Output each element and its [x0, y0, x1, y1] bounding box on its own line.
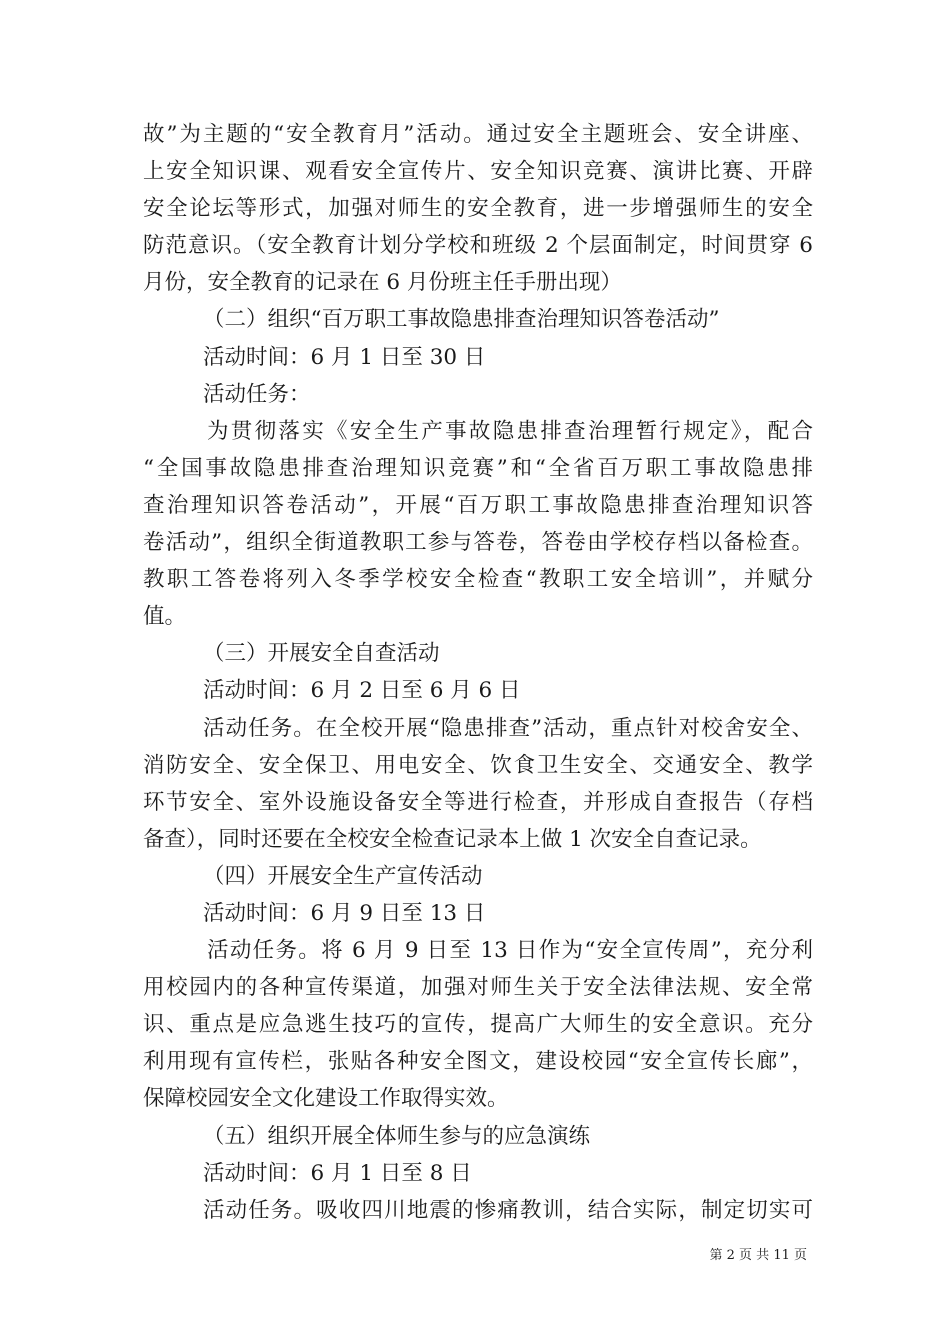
- text-line: 消防安全、安全保卫、用电安全、饮食卫生安全、交通安全、教学: [143, 752, 813, 778]
- text-line: 用校园内的各种宣传渠道，加强对师生关于安全法律法规、安全常: [143, 975, 813, 1001]
- text-line: 环节安全、室外设施设备安全等进行检查，并形成自查报告（存档: [143, 789, 813, 815]
- text-line: 活动时间：6 月 1 日至 8 日: [203, 1160, 472, 1186]
- text-line: 上安全知识课、观看安全宣传片、安全知识竞赛、演讲比赛、开辟: [143, 159, 813, 185]
- text-line: 活动任务。吸收四川地震的惨痛教训，结合实际，制定切实可: [203, 1197, 813, 1223]
- text-line: （四）开展安全生产宣传活动: [203, 863, 483, 889]
- text-line: 备查），同时还要在全校安全检查记录本上做 1 次安全自查记录。: [143, 826, 762, 852]
- text-line: 活动时间：6 月 9 日至 13 日: [203, 900, 486, 926]
- text-line: 活动任务。将 6 月 9 日至 13 日作为“安全宣传周”，充分利: [207, 938, 813, 964]
- text-line: 值。: [143, 604, 187, 630]
- text-line: 利用现有宣传栏，张贴各种安全图文，建设校园“安全宣传长廊”，: [143, 1049, 813, 1075]
- text-line: （五）组织开展全体师生参与的应急演练: [203, 1123, 591, 1149]
- text-line: “全国事故隐患排查治理知识竞赛”和“全省百万职工事故隐患排: [143, 455, 813, 481]
- text-line: 故”为主题的“安全教育月”活动。通过安全主题班会、安全讲座、: [143, 122, 813, 147]
- text-line: 活动任务：: [203, 381, 311, 407]
- text-line: 卷活动”，组织全街道教职工参与答卷，答卷由学校存档以备检查。: [143, 530, 813, 556]
- text-line: （二）组织“百万职工事故隐患排查治理知识答卷活动”: [203, 307, 720, 333]
- text-line: 活动时间：6 月 1 日至 30 日: [203, 344, 486, 370]
- document-body: [143, 116, 813, 1229]
- text-line: 活动时间：6 月 2 日至 6 月 6 日: [203, 678, 521, 704]
- text-line: 活动任务。在全校开展“隐患排查”活动，重点针对校舍安全、: [203, 715, 813, 741]
- text-line: 月份，安全教育的记录在 6 月份班主任手册出现）: [143, 270, 622, 296]
- text-line: （三）开展安全自查活动: [203, 641, 440, 667]
- text-line: 查治理知识答卷活动”，开展“百万职工事故隐患排查治理知识答: [143, 492, 813, 518]
- text-line: 保障校园安全文化建设工作取得实效。: [143, 1086, 509, 1112]
- text-line: 为贯彻落实《安全生产事故隐患排查治理暂行规定》，配合: [207, 418, 813, 444]
- page-number-footer: 第 2 页 共 11 页: [709, 1248, 807, 1263]
- text-line: 识、重点是应急逃生技巧的宣传，提高广大师生的安全意识。充分: [143, 1012, 813, 1038]
- text-line: 防范意识。（安全教育计划分学校和班级 2 个层面制定，时间贯穿 6: [143, 233, 813, 259]
- text-line: 教职工答卷将列入冬季学校安全检查“教职工安全培训”，并赋分: [143, 567, 813, 593]
- text-line: 安全论坛等形式，加强对师生的安全教育，进一步增强师生的安全: [143, 196, 813, 222]
